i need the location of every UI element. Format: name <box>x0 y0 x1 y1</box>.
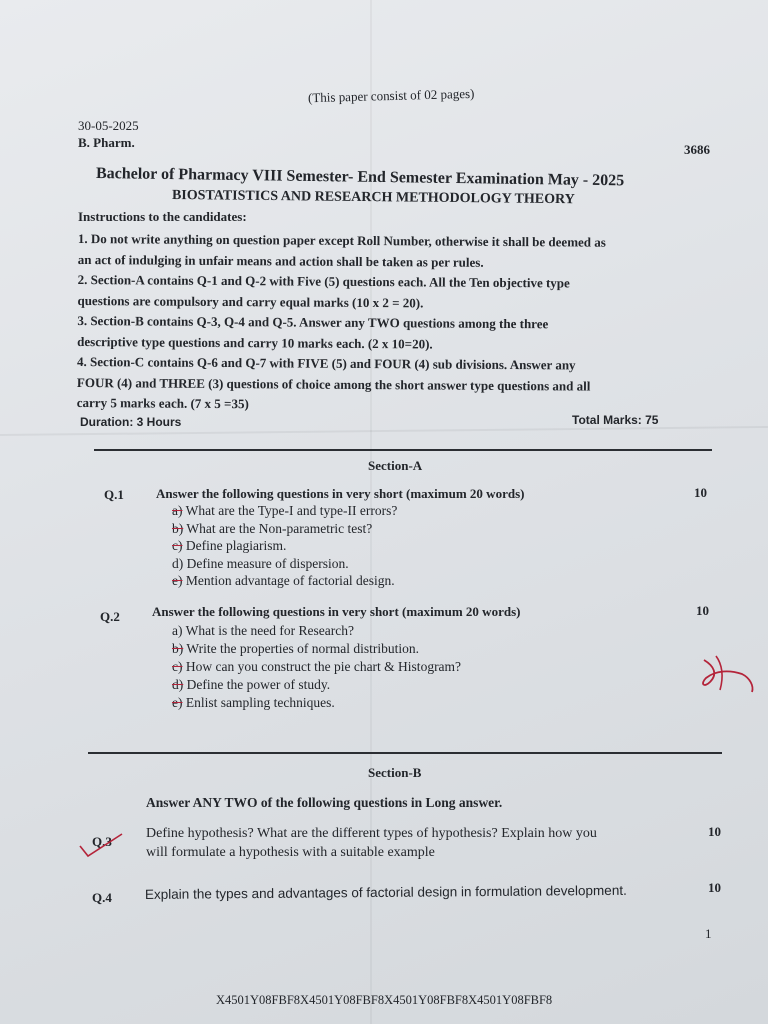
item-label: c) <box>172 538 183 553</box>
q3-line-2: will formulate a hypothesis with a suitable example <box>146 845 435 860</box>
section-b-instruction: Answer ANY TWO of the following questions in Long answer. <box>146 795 503 810</box>
instruction-line: descriptive type questions and carry 10 marks each. (2 x 10=20). <box>77 333 433 351</box>
item-text: Mention advantage of factorial design. <box>185 573 395 588</box>
section-b-title: Section-B <box>368 765 422 780</box>
item-text: What is the need for Research? <box>185 623 354 638</box>
list-item <box>172 502 397 520</box>
item-label: d) <box>172 555 184 571</box>
q4-text: Explain the types and advantages of factorial design in formulation development. <box>144 882 627 902</box>
item-text: Define measure of dispersion. <box>186 555 349 571</box>
instruction-line: 3. Section-B contains Q-3, Q-4 and Q-5. Answer any TWO questions among the three <box>77 312 549 332</box>
list-item <box>172 676 461 694</box>
program-name: B. Pharm. <box>78 135 135 150</box>
q2-marks: 10 <box>696 603 709 618</box>
divider <box>94 449 712 451</box>
duration: Duration: 3 Hours <box>80 415 182 429</box>
q3-number-text: Q.3 <box>92 834 112 849</box>
q2-instruction: Answer the following questions in very short (maximum 20 words) <box>152 604 521 619</box>
instruction-line: 2. Section-A contains Q-1 and Q-2 with Five (5) questions each. All the Ten objective type <box>77 271 570 291</box>
instruction-line: an act of indulging in unfair means and action shall be taken as per rules. <box>77 251 484 270</box>
exam-date: 30-05-2025 <box>78 118 139 133</box>
q2-items <box>172 622 461 712</box>
q3-marks: 10 <box>708 824 721 839</box>
list-item <box>172 537 397 555</box>
q1-marks: 10 <box>694 485 707 500</box>
exam-title: Bachelor of Pharmacy VIII Semester- End Semester Examination May - 2025 <box>95 165 625 190</box>
item-label: e) <box>172 695 183 710</box>
item-text: What are the Non-parametric test? <box>186 520 373 536</box>
total-marks: Total Marks: 75 <box>572 413 659 427</box>
handwritten-mark-icon <box>696 652 758 698</box>
item-label: e) <box>172 573 183 588</box>
instruction-line: FOUR (4) and THREE (3) questions of choice among the short answer type questions and all <box>76 374 591 394</box>
list-item <box>172 572 397 590</box>
q3-line-1: Define hypothesis? What are the different types of hypothesis? Explain how you <box>146 826 597 841</box>
list-item <box>172 622 461 640</box>
item-text: Define plagiarism. <box>185 538 287 553</box>
pages-note: (This paper consist of 02 pages) <box>307 85 475 106</box>
item-text: Define the power of study. <box>186 677 331 692</box>
instruction-line: questions are compulsory and carry equal marks (10 x 2 = 20). <box>77 292 424 310</box>
q2-number: Q.2 <box>100 609 120 624</box>
item-label: c) <box>172 659 183 674</box>
item-label: a) <box>172 623 183 638</box>
instructions-list <box>77 229 718 418</box>
item-label: b) <box>172 641 184 656</box>
instruction-line: 1. Do not write anything on question paper except Roll Number, otherwise it shall be deemed as <box>77 230 606 250</box>
item-label: a) <box>172 503 183 518</box>
list-item <box>172 694 461 712</box>
subject-title: BIOSTATISTICS AND RESEARCH METHODOLOGY THEORY <box>171 188 575 208</box>
item-label: b) <box>172 520 184 536</box>
list-item <box>172 555 397 573</box>
q4-number: Q.4 <box>92 890 112 905</box>
q1-number: Q.1 <box>104 487 124 502</box>
item-text: How can you construct the pie chart & Histogram? <box>185 659 462 674</box>
item-text: Write the properties of normal distribution. <box>186 641 420 656</box>
instruction-line: carry 5 marks each. (7 x 5 =35) <box>76 394 249 412</box>
section-a-title: Section-A <box>368 458 423 473</box>
item-text: Enlist sampling techniques. <box>185 695 335 710</box>
item-text: What are the Type-I and type-II errors? <box>185 503 398 518</box>
tick-mark-icon <box>78 830 124 858</box>
paper-code: 3686 <box>684 142 710 157</box>
footer-code: X4501Y08FBF8X4501Y08FBF8X4501Y08FBF8X4501Y08FBF8 <box>216 993 553 1007</box>
list-item <box>172 640 461 658</box>
page-number: 1 <box>705 926 712 941</box>
instructions-heading: Instructions to the candidates: <box>78 209 247 224</box>
q4-marks: 10 <box>708 880 721 895</box>
q1-instruction: Answer the following questions in very short (maximum 20 words) <box>156 486 525 501</box>
list-item <box>172 658 461 676</box>
divider <box>88 752 722 754</box>
q1-items <box>172 502 397 590</box>
list-item <box>172 520 397 538</box>
instruction-line: 4. Section-C contains Q-6 and Q-7 with FIVE (5) and FOUR (4) sub divisions. Answer any <box>77 353 576 373</box>
item-label: d) <box>172 677 184 692</box>
